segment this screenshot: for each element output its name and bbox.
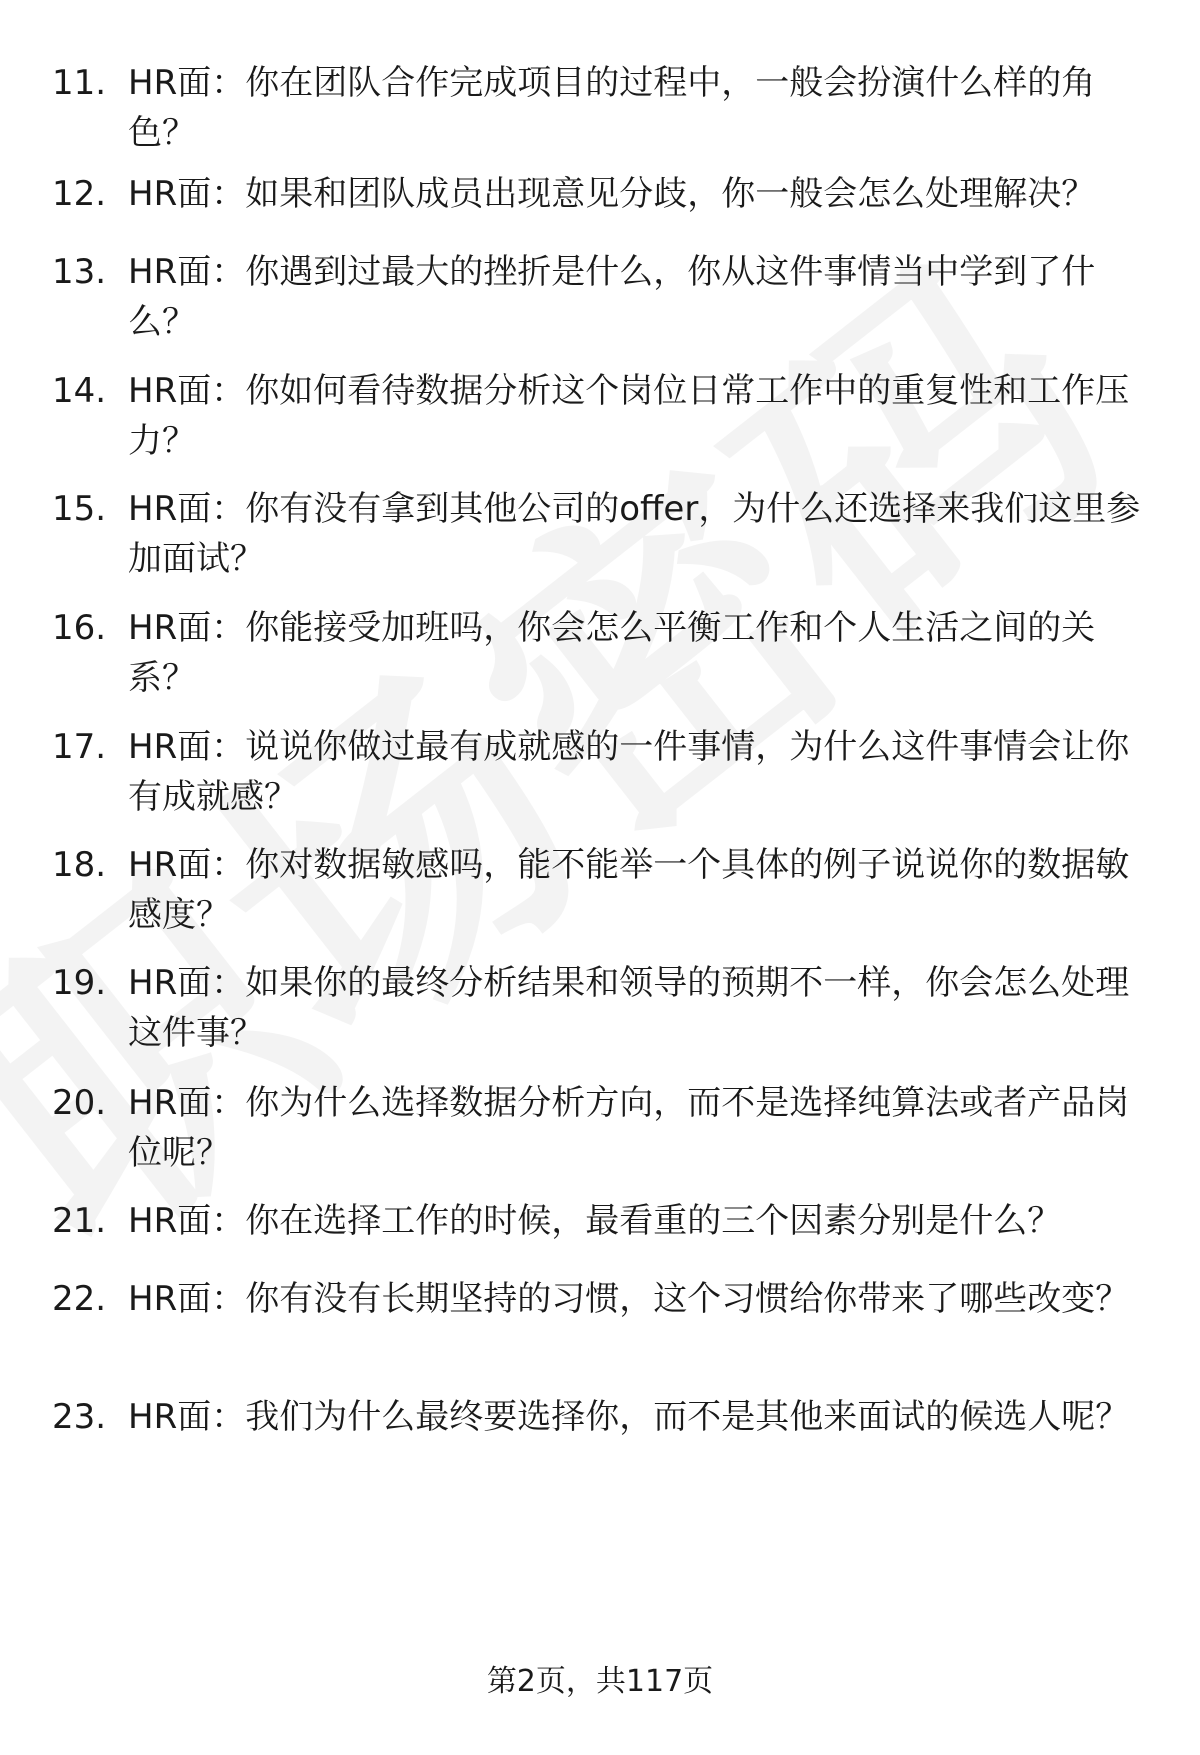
question-number: 14. [52,371,107,411]
question-number: 15. [52,489,107,529]
question-number: 13. [52,252,107,292]
question-text: HR面：你如何看待数据分析这个岗位日常工作中的重复性和工作压力？ [128,371,1130,461]
question-number: 16. [52,608,107,648]
question-text: HR面：你为什么选择数据分析方向，而不是选择纯算法或者产品岗位呢？ [128,1083,1130,1173]
question-text: HR面：如果和团队成员出现意见分歧，你一般会怎么处理解决？ [128,174,1096,214]
question-number: 20. [52,1083,107,1123]
question-number: 22. [52,1279,107,1319]
page-number-footer: 第2页，共117页 [486,1664,714,1699]
question-text: HR面：你在选择工作的时候，最看重的三个因素分别是什么？ [128,1201,1062,1241]
question-number: 23. [52,1397,107,1437]
question-text: HR面：你在团队合作完成项目的过程中，一般会扮演什么样的角色？ [128,63,1096,153]
question-number: 18. [52,845,107,885]
question-text: HR面：说说你做过最有成就感的一件事情，为什么这件事情会让你有成就感？ [128,727,1130,817]
question-number: 17. [52,727,107,767]
question-text: HR面：你有没有拿到其他公司的offer，为什么还选择来我们这里参加面试？ [128,489,1141,579]
question-number: 12. [52,174,107,214]
question-text: HR面：你能接受加班吗，你会怎么平衡工作和个人生活之间的关系？ [128,608,1096,698]
question-number: 21. [52,1201,107,1241]
question-text: HR面：你遇到过最大的挫折是什么，你从这件事情当中学到了什么？ [128,252,1096,342]
question-text: HR面：我们为什么最终要选择你，而不是其他来面试的候选人呢？ [128,1397,1130,1437]
question-number: 19. [52,963,107,1003]
question-text: HR面：你有没有长期坚持的习惯，这个习惯给你带来了哪些改变？ [128,1279,1130,1319]
question-number: 11. [52,63,107,103]
question-text: HR面：如果你的最终分析结果和领导的预期不一样，你会怎么处理这件事？ [128,963,1130,1053]
question-text: HR面：你对数据敏感吗，能不能举一个具体的例子说说你的数据敏感度？ [128,845,1130,935]
